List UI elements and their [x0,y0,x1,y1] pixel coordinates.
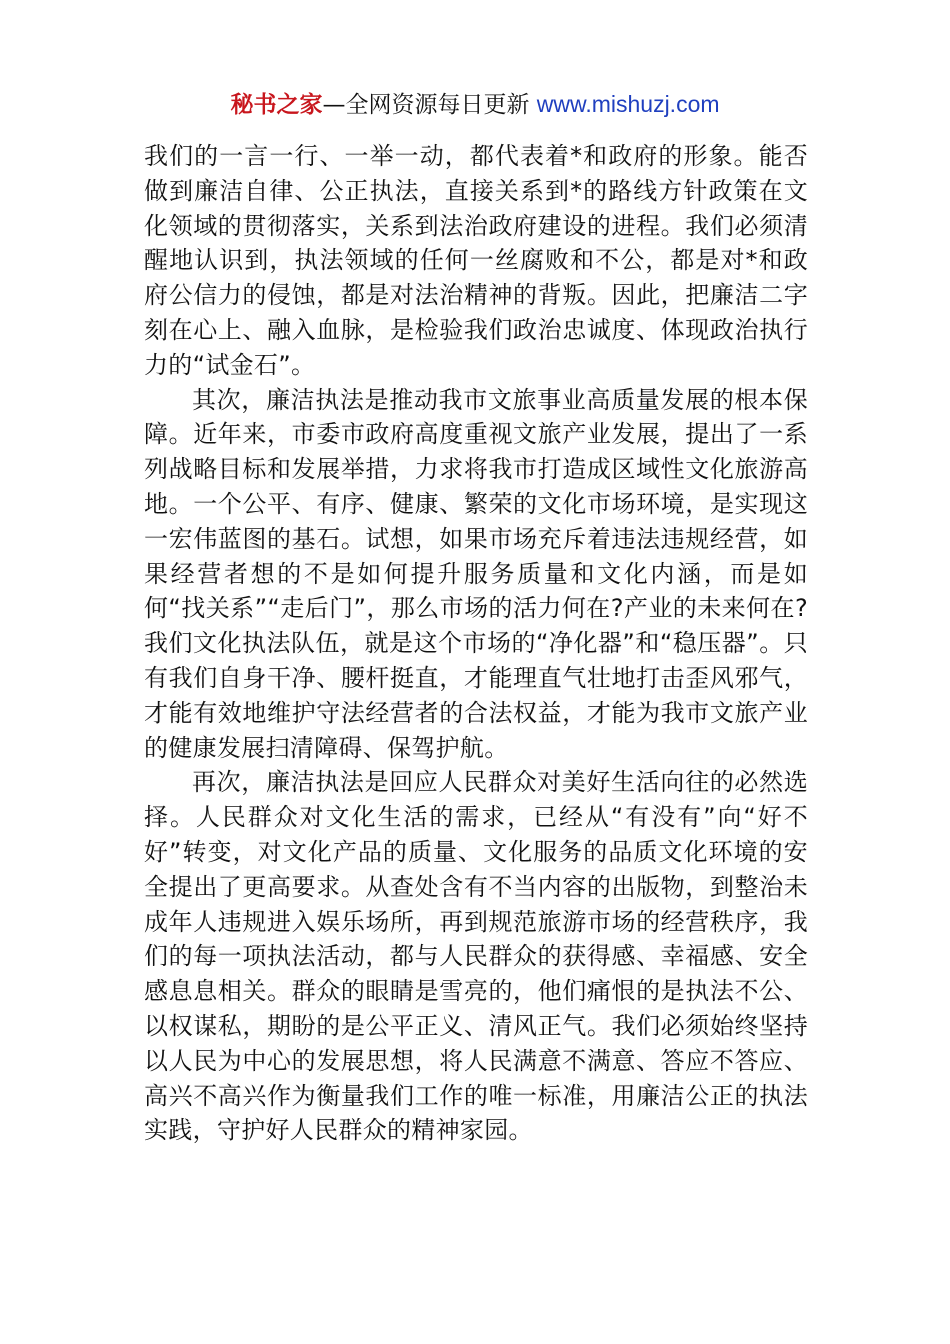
header-tagline: —全网资源每日更新 [322,92,537,118]
paragraph-1: 我们的一言一行、一举一动，都代表着*和政府的形象。能否做到廉洁自律、公正执法，直接关系到*的路线方针政策在文化领域的贯彻落实，关系到法治政府建设的进程。我们必须清醒地认识到，执法领域的任何一丝腐败和不公，都是对*和政府公信力的侵蚀，都是对法治精神的背叛。因此，把廉洁二字刻在心上、融入血脉，是检验我们政治忠诚度、体现政治执行力的“试金石”。 [144,142,808,379]
brand-name: 秘书之家 [230,92,323,118]
paragraph-3: 再次，廉洁执法是回应人民群众对美好生活向往的必然选择。人民群众对文化生活的需求，已经从“有没有”向“好不好”转变，对文化产品的质量、文化服务的品质文化环境的安全提出了更高要求。从查处含有不当内容的出版物，到整治未成年人违规进入娱乐场所，再到规范旅游市场的经营秩序，我们的每一项执法活动，都与人民群众的获得感、幸福感、安全感息息相关。群众的眼睛是雪亮的，他们痛恨的是执法不公、以权谋私，期盼的是公平正义、清风正气。我们必须始终坚持以人民为中心的发展思想，将人民满意不满意、答应不答应、高兴不高兴作为衡量我们工作的唯一标准，用廉洁公正的执法实践，守护好人民群众的精神家园。 [144,768,808,1145]
site-url-link[interactable]: www.mishuzj.com [536,91,720,117]
paragraph-2: 其次，廉洁执法是推动我市文旅事业高质量发展的根本保障。近年来，市委市政府高度重视文旅产业发展，提出了一系列战略目标和发展举措，力求将我市打造成区域性文化旅游高地。一个公平、有序、健康、繁荣的文化市场环境，是实现这一宏伟蓝图的基石。试想，如果市场充斥着违法违规经营，如果经营者想的不是如何提升服务质量和文化内涵，而是如何“找关系”“走后门”，那么市场的活力何在?产业的未来何在?我们文化执法队伍，就是这个市场的“净化器”和“稳压器”。只有我们自身干净、腰杆挺直，才能理直气壮地打击歪风邪气，才能有效地维护守法经营者的合法权益，才能为我市文旅产业的健康发展扫清障碍、保驾护航。 [144,385,808,762]
site-header [0,88,950,121]
document-body [144,139,808,1148]
